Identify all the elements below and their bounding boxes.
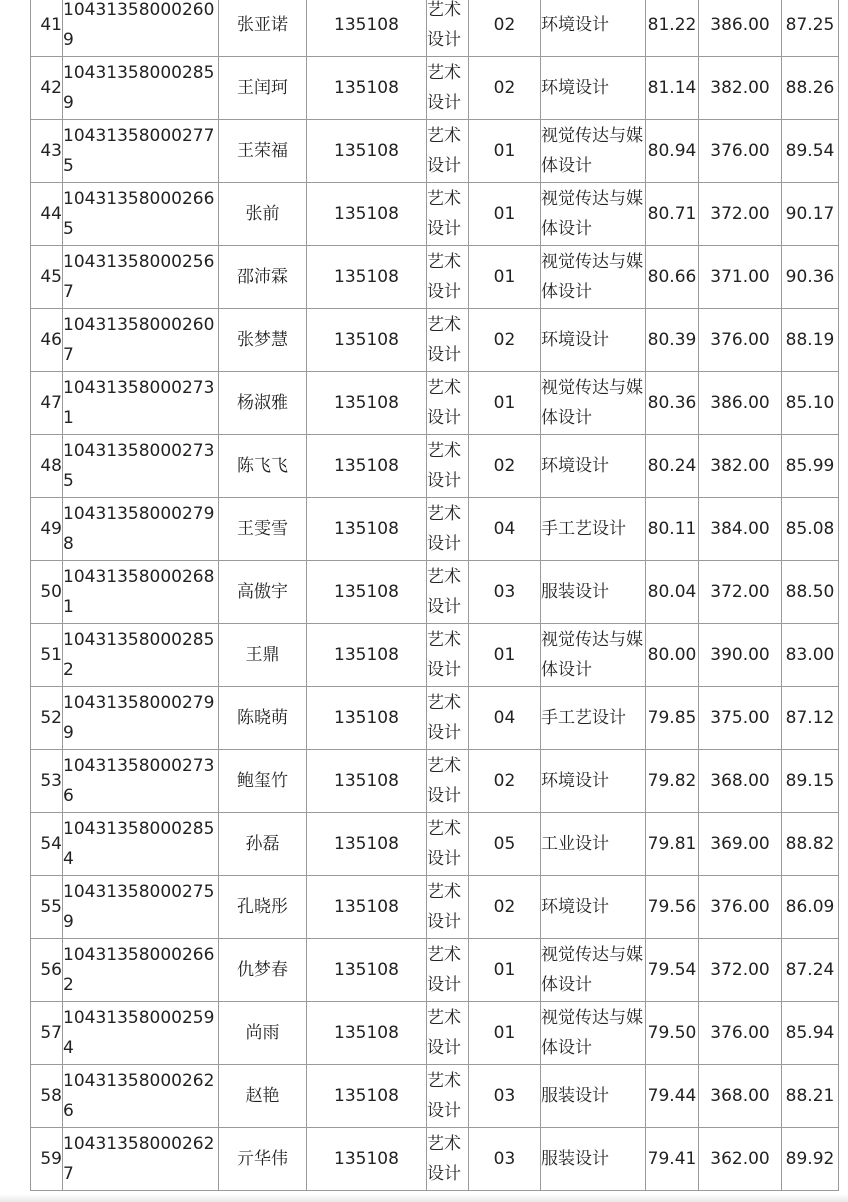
initial-exam-score-cell: 368.00 bbox=[699, 1065, 782, 1128]
row-number-cell: 45 bbox=[31, 246, 63, 309]
direction-name-cell: 视觉传达与媒体设计 bbox=[541, 246, 646, 309]
candidate-id-cell: 104313580002775 bbox=[63, 120, 219, 183]
row-number-cell: 55 bbox=[31, 876, 63, 939]
candidate-id-cell: 104313580002665 bbox=[63, 183, 219, 246]
direction-code-cell: 01 bbox=[469, 183, 541, 246]
initial-exam-score-cell: 376.00 bbox=[699, 1002, 782, 1065]
candidate-id-cell: 104313580002609 bbox=[63, 0, 219, 57]
direction-name-cell: 视觉传达与媒体设计 bbox=[541, 939, 646, 1002]
direction-name-cell: 视觉传达与媒体设计 bbox=[541, 120, 646, 183]
candidate-id-cell: 104313580002681 bbox=[63, 561, 219, 624]
candidate-id-cell: 104313580002736 bbox=[63, 750, 219, 813]
major-code-cell: 135108 bbox=[307, 183, 427, 246]
initial-exam-score-cell: 372.00 bbox=[699, 183, 782, 246]
major-code-cell: 135108 bbox=[307, 1002, 427, 1065]
row-number-cell: 43 bbox=[31, 120, 63, 183]
retest-score-cell: 85.10 bbox=[782, 372, 839, 435]
direction-code-cell: 02 bbox=[469, 0, 541, 57]
retest-score-cell: 90.36 bbox=[782, 246, 839, 309]
candidate-id-cell: 104313580002859 bbox=[63, 57, 219, 120]
initial-exam-score-cell: 372.00 bbox=[699, 561, 782, 624]
total-score-cell: 79.41 bbox=[646, 1128, 699, 1191]
candidate-id-cell: 104313580002626 bbox=[63, 1065, 219, 1128]
candidate-name-cell: 鲍玺竹 bbox=[219, 750, 307, 813]
candidate-name-cell: 张亚诺 bbox=[219, 0, 307, 57]
table-row bbox=[31, 939, 839, 1002]
major-name-cell: 艺术设计 bbox=[427, 435, 469, 498]
retest-score-cell: 89.54 bbox=[782, 120, 839, 183]
direction-code-cell: 02 bbox=[469, 750, 541, 813]
table-row bbox=[31, 120, 839, 183]
row-number-cell: 53 bbox=[31, 750, 63, 813]
major-name-cell: 艺术设计 bbox=[427, 372, 469, 435]
direction-name-cell: 环境设计 bbox=[541, 309, 646, 372]
candidate-name-cell: 王荣福 bbox=[219, 120, 307, 183]
major-name-cell: 艺术设计 bbox=[427, 1065, 469, 1128]
direction-code-cell: 03 bbox=[469, 1128, 541, 1191]
major-code-cell: 135108 bbox=[307, 498, 427, 561]
initial-exam-score-cell: 376.00 bbox=[699, 876, 782, 939]
candidate-id-cell: 104313580002594 bbox=[63, 1002, 219, 1065]
major-name-cell: 艺术设计 bbox=[427, 750, 469, 813]
total-score-cell: 80.00 bbox=[646, 624, 699, 687]
direction-code-cell: 01 bbox=[469, 939, 541, 1002]
major-name-cell: 艺术设计 bbox=[427, 813, 469, 876]
major-code-cell: 135108 bbox=[307, 120, 427, 183]
direction-name-cell: 服装设计 bbox=[541, 1128, 646, 1191]
major-name-cell: 艺术设计 bbox=[427, 0, 469, 57]
table-row bbox=[31, 1128, 839, 1191]
candidate-name-cell: 王闰珂 bbox=[219, 57, 307, 120]
direction-code-cell: 01 bbox=[469, 120, 541, 183]
row-number-cell: 59 bbox=[31, 1128, 63, 1191]
major-name-cell: 艺术设计 bbox=[427, 1002, 469, 1065]
row-number-cell: 44 bbox=[31, 183, 63, 246]
retest-score-cell: 85.08 bbox=[782, 498, 839, 561]
candidate-id-cell: 104313580002854 bbox=[63, 813, 219, 876]
retest-score-cell: 88.50 bbox=[782, 561, 839, 624]
major-name-cell: 艺术设计 bbox=[427, 876, 469, 939]
row-number-cell: 46 bbox=[31, 309, 63, 372]
direction-code-cell: 04 bbox=[469, 687, 541, 750]
direction-code-cell: 02 bbox=[469, 57, 541, 120]
total-score-cell: 79.81 bbox=[646, 813, 699, 876]
candidate-id-cell: 104313580002852 bbox=[63, 624, 219, 687]
retest-score-cell: 89.15 bbox=[782, 750, 839, 813]
candidate-id-cell: 104313580002799 bbox=[63, 687, 219, 750]
retest-score-cell: 86.09 bbox=[782, 876, 839, 939]
direction-name-cell: 服装设计 bbox=[541, 561, 646, 624]
major-code-cell: 135108 bbox=[307, 0, 427, 57]
initial-exam-score-cell: 384.00 bbox=[699, 498, 782, 561]
retest-score-cell: 88.26 bbox=[782, 57, 839, 120]
table-row bbox=[31, 624, 839, 687]
row-number-cell: 52 bbox=[31, 687, 63, 750]
retest-score-cell: 90.17 bbox=[782, 183, 839, 246]
candidate-name-cell: 高傲宇 bbox=[219, 561, 307, 624]
major-name-cell: 艺术设计 bbox=[427, 120, 469, 183]
direction-code-cell: 01 bbox=[469, 372, 541, 435]
initial-exam-score-cell: 386.00 bbox=[699, 0, 782, 57]
candidate-name-cell: 陈飞飞 bbox=[219, 435, 307, 498]
row-number-cell: 58 bbox=[31, 1065, 63, 1128]
table-row bbox=[31, 1065, 839, 1128]
row-number-cell: 49 bbox=[31, 498, 63, 561]
major-code-cell: 135108 bbox=[307, 1128, 427, 1191]
row-number-cell: 48 bbox=[31, 435, 63, 498]
direction-name-cell: 视觉传达与媒体设计 bbox=[541, 372, 646, 435]
left-margin bbox=[0, 0, 30, 1202]
table-row bbox=[31, 372, 839, 435]
total-score-cell: 80.36 bbox=[646, 372, 699, 435]
candidate-name-cell: 杨淑雅 bbox=[219, 372, 307, 435]
initial-exam-score-cell: 382.00 bbox=[699, 435, 782, 498]
candidate-id-cell: 104313580002627 bbox=[63, 1128, 219, 1191]
table-row bbox=[31, 0, 839, 57]
direction-code-cell: 01 bbox=[469, 624, 541, 687]
total-score-cell: 79.56 bbox=[646, 876, 699, 939]
candidate-name-cell: 仇梦春 bbox=[219, 939, 307, 1002]
candidate-name-cell: 张前 bbox=[219, 183, 307, 246]
candidate-id-cell: 104313580002567 bbox=[63, 246, 219, 309]
total-score-cell: 80.39 bbox=[646, 309, 699, 372]
direction-name-cell: 工业设计 bbox=[541, 813, 646, 876]
direction-name-cell: 服装设计 bbox=[541, 1065, 646, 1128]
candidate-name-cell: 王雯雪 bbox=[219, 498, 307, 561]
direction-name-cell: 环境设计 bbox=[541, 0, 646, 57]
major-code-cell: 135108 bbox=[307, 435, 427, 498]
major-code-cell: 135108 bbox=[307, 813, 427, 876]
direction-name-cell: 视觉传达与媒体设计 bbox=[541, 1002, 646, 1065]
major-name-cell: 艺术设计 bbox=[427, 624, 469, 687]
admission-results-table bbox=[30, 0, 839, 1191]
table-row bbox=[31, 750, 839, 813]
direction-name-cell: 手工艺设计 bbox=[541, 498, 646, 561]
total-score-cell: 81.22 bbox=[646, 0, 699, 57]
direction-code-cell: 03 bbox=[469, 561, 541, 624]
direction-code-cell: 01 bbox=[469, 246, 541, 309]
major-code-cell: 135108 bbox=[307, 309, 427, 372]
direction-name-cell: 视觉传达与媒体设计 bbox=[541, 183, 646, 246]
initial-exam-score-cell: 368.00 bbox=[699, 750, 782, 813]
major-code-cell: 135108 bbox=[307, 939, 427, 1002]
candidate-name-cell: 尚雨 bbox=[219, 1002, 307, 1065]
major-name-cell: 艺术设计 bbox=[427, 183, 469, 246]
candidate-name-cell: 孙磊 bbox=[219, 813, 307, 876]
direction-code-cell: 04 bbox=[469, 498, 541, 561]
retest-score-cell: 87.12 bbox=[782, 687, 839, 750]
row-number-cell: 57 bbox=[31, 1002, 63, 1065]
direction-name-cell: 环境设计 bbox=[541, 57, 646, 120]
major-name-cell: 艺术设计 bbox=[427, 57, 469, 120]
total-score-cell: 79.44 bbox=[646, 1065, 699, 1128]
table-row bbox=[31, 813, 839, 876]
retest-score-cell: 85.99 bbox=[782, 435, 839, 498]
total-score-cell: 80.11 bbox=[646, 498, 699, 561]
retest-score-cell: 88.21 bbox=[782, 1065, 839, 1128]
table-row bbox=[31, 498, 839, 561]
row-number-cell: 56 bbox=[31, 939, 63, 1002]
table-row bbox=[31, 561, 839, 624]
candidate-id-cell: 104313580002731 bbox=[63, 372, 219, 435]
row-number-cell: 42 bbox=[31, 57, 63, 120]
major-code-cell: 135108 bbox=[307, 246, 427, 309]
candidate-name-cell: 赵艳 bbox=[219, 1065, 307, 1128]
row-number-cell: 50 bbox=[31, 561, 63, 624]
candidate-id-cell: 104313580002662 bbox=[63, 939, 219, 1002]
candidate-name-cell: 张梦慧 bbox=[219, 309, 307, 372]
table-row bbox=[31, 57, 839, 120]
direction-name-cell: 手工艺设计 bbox=[541, 687, 646, 750]
candidate-id-cell: 104313580002759 bbox=[63, 876, 219, 939]
major-code-cell: 135108 bbox=[307, 372, 427, 435]
initial-exam-score-cell: 372.00 bbox=[699, 939, 782, 1002]
major-code-cell: 135108 bbox=[307, 1065, 427, 1128]
row-number-cell: 51 bbox=[31, 624, 63, 687]
candidate-name-cell: 亓华伟 bbox=[219, 1128, 307, 1191]
direction-name-cell: 环境设计 bbox=[541, 435, 646, 498]
direction-code-cell: 02 bbox=[469, 876, 541, 939]
major-code-cell: 135108 bbox=[307, 57, 427, 120]
row-number-cell: 41 bbox=[31, 0, 63, 57]
candidate-id-cell: 104313580002607 bbox=[63, 309, 219, 372]
initial-exam-score-cell: 369.00 bbox=[699, 813, 782, 876]
candidate-id-cell: 104313580002735 bbox=[63, 435, 219, 498]
major-name-cell: 艺术设计 bbox=[427, 1128, 469, 1191]
initial-exam-score-cell: 382.00 bbox=[699, 57, 782, 120]
retest-score-cell: 85.94 bbox=[782, 1002, 839, 1065]
direction-code-cell: 01 bbox=[469, 1002, 541, 1065]
direction-code-cell: 03 bbox=[469, 1065, 541, 1128]
row-number-cell: 54 bbox=[31, 813, 63, 876]
table-row bbox=[31, 1002, 839, 1065]
major-code-cell: 135108 bbox=[307, 624, 427, 687]
initial-exam-score-cell: 376.00 bbox=[699, 120, 782, 183]
total-score-cell: 80.04 bbox=[646, 561, 699, 624]
candidate-name-cell: 陈晓萌 bbox=[219, 687, 307, 750]
retest-score-cell: 83.00 bbox=[782, 624, 839, 687]
direction-code-cell: 02 bbox=[469, 435, 541, 498]
table-row bbox=[31, 435, 839, 498]
table-row bbox=[31, 183, 839, 246]
retest-score-cell: 89.92 bbox=[782, 1128, 839, 1191]
initial-exam-score-cell: 390.00 bbox=[699, 624, 782, 687]
total-score-cell: 79.54 bbox=[646, 939, 699, 1002]
table-row bbox=[31, 246, 839, 309]
candidate-name-cell: 邵沛霖 bbox=[219, 246, 307, 309]
table-body bbox=[31, 0, 839, 1191]
total-score-cell: 80.71 bbox=[646, 183, 699, 246]
table-row bbox=[31, 687, 839, 750]
major-name-cell: 艺术设计 bbox=[427, 498, 469, 561]
direction-name-cell: 环境设计 bbox=[541, 750, 646, 813]
direction-code-cell: 02 bbox=[469, 309, 541, 372]
total-score-cell: 80.24 bbox=[646, 435, 699, 498]
table-row bbox=[31, 309, 839, 372]
retest-score-cell: 87.24 bbox=[782, 939, 839, 1002]
total-score-cell: 80.66 bbox=[646, 246, 699, 309]
row-number-cell: 47 bbox=[31, 372, 63, 435]
candidate-id-cell: 104313580002798 bbox=[63, 498, 219, 561]
initial-exam-score-cell: 362.00 bbox=[699, 1128, 782, 1191]
major-code-cell: 135108 bbox=[307, 561, 427, 624]
major-name-cell: 艺术设计 bbox=[427, 687, 469, 750]
initial-exam-score-cell: 375.00 bbox=[699, 687, 782, 750]
direction-name-cell: 视觉传达与媒体设计 bbox=[541, 624, 646, 687]
major-code-cell: 135108 bbox=[307, 876, 427, 939]
retest-score-cell: 88.19 bbox=[782, 309, 839, 372]
total-score-cell: 79.50 bbox=[646, 1002, 699, 1065]
total-score-cell: 80.94 bbox=[646, 120, 699, 183]
total-score-cell: 79.82 bbox=[646, 750, 699, 813]
initial-exam-score-cell: 386.00 bbox=[699, 372, 782, 435]
table-row bbox=[31, 876, 839, 939]
major-name-cell: 艺术设计 bbox=[427, 309, 469, 372]
retest-score-cell: 87.25 bbox=[782, 0, 839, 57]
major-code-cell: 135108 bbox=[307, 687, 427, 750]
initial-exam-score-cell: 371.00 bbox=[699, 246, 782, 309]
initial-exam-score-cell: 376.00 bbox=[699, 309, 782, 372]
direction-code-cell: 05 bbox=[469, 813, 541, 876]
major-name-cell: 艺术设计 bbox=[427, 561, 469, 624]
major-code-cell: 135108 bbox=[307, 750, 427, 813]
major-name-cell: 艺术设计 bbox=[427, 939, 469, 1002]
retest-score-cell: 88.82 bbox=[782, 813, 839, 876]
direction-name-cell: 环境设计 bbox=[541, 876, 646, 939]
candidate-name-cell: 孔晓彤 bbox=[219, 876, 307, 939]
major-name-cell: 艺术设计 bbox=[427, 246, 469, 309]
total-score-cell: 79.85 bbox=[646, 687, 699, 750]
candidate-name-cell: 王鼎 bbox=[219, 624, 307, 687]
bottom-edge-shade bbox=[0, 1194, 848, 1202]
total-score-cell: 81.14 bbox=[646, 57, 699, 120]
